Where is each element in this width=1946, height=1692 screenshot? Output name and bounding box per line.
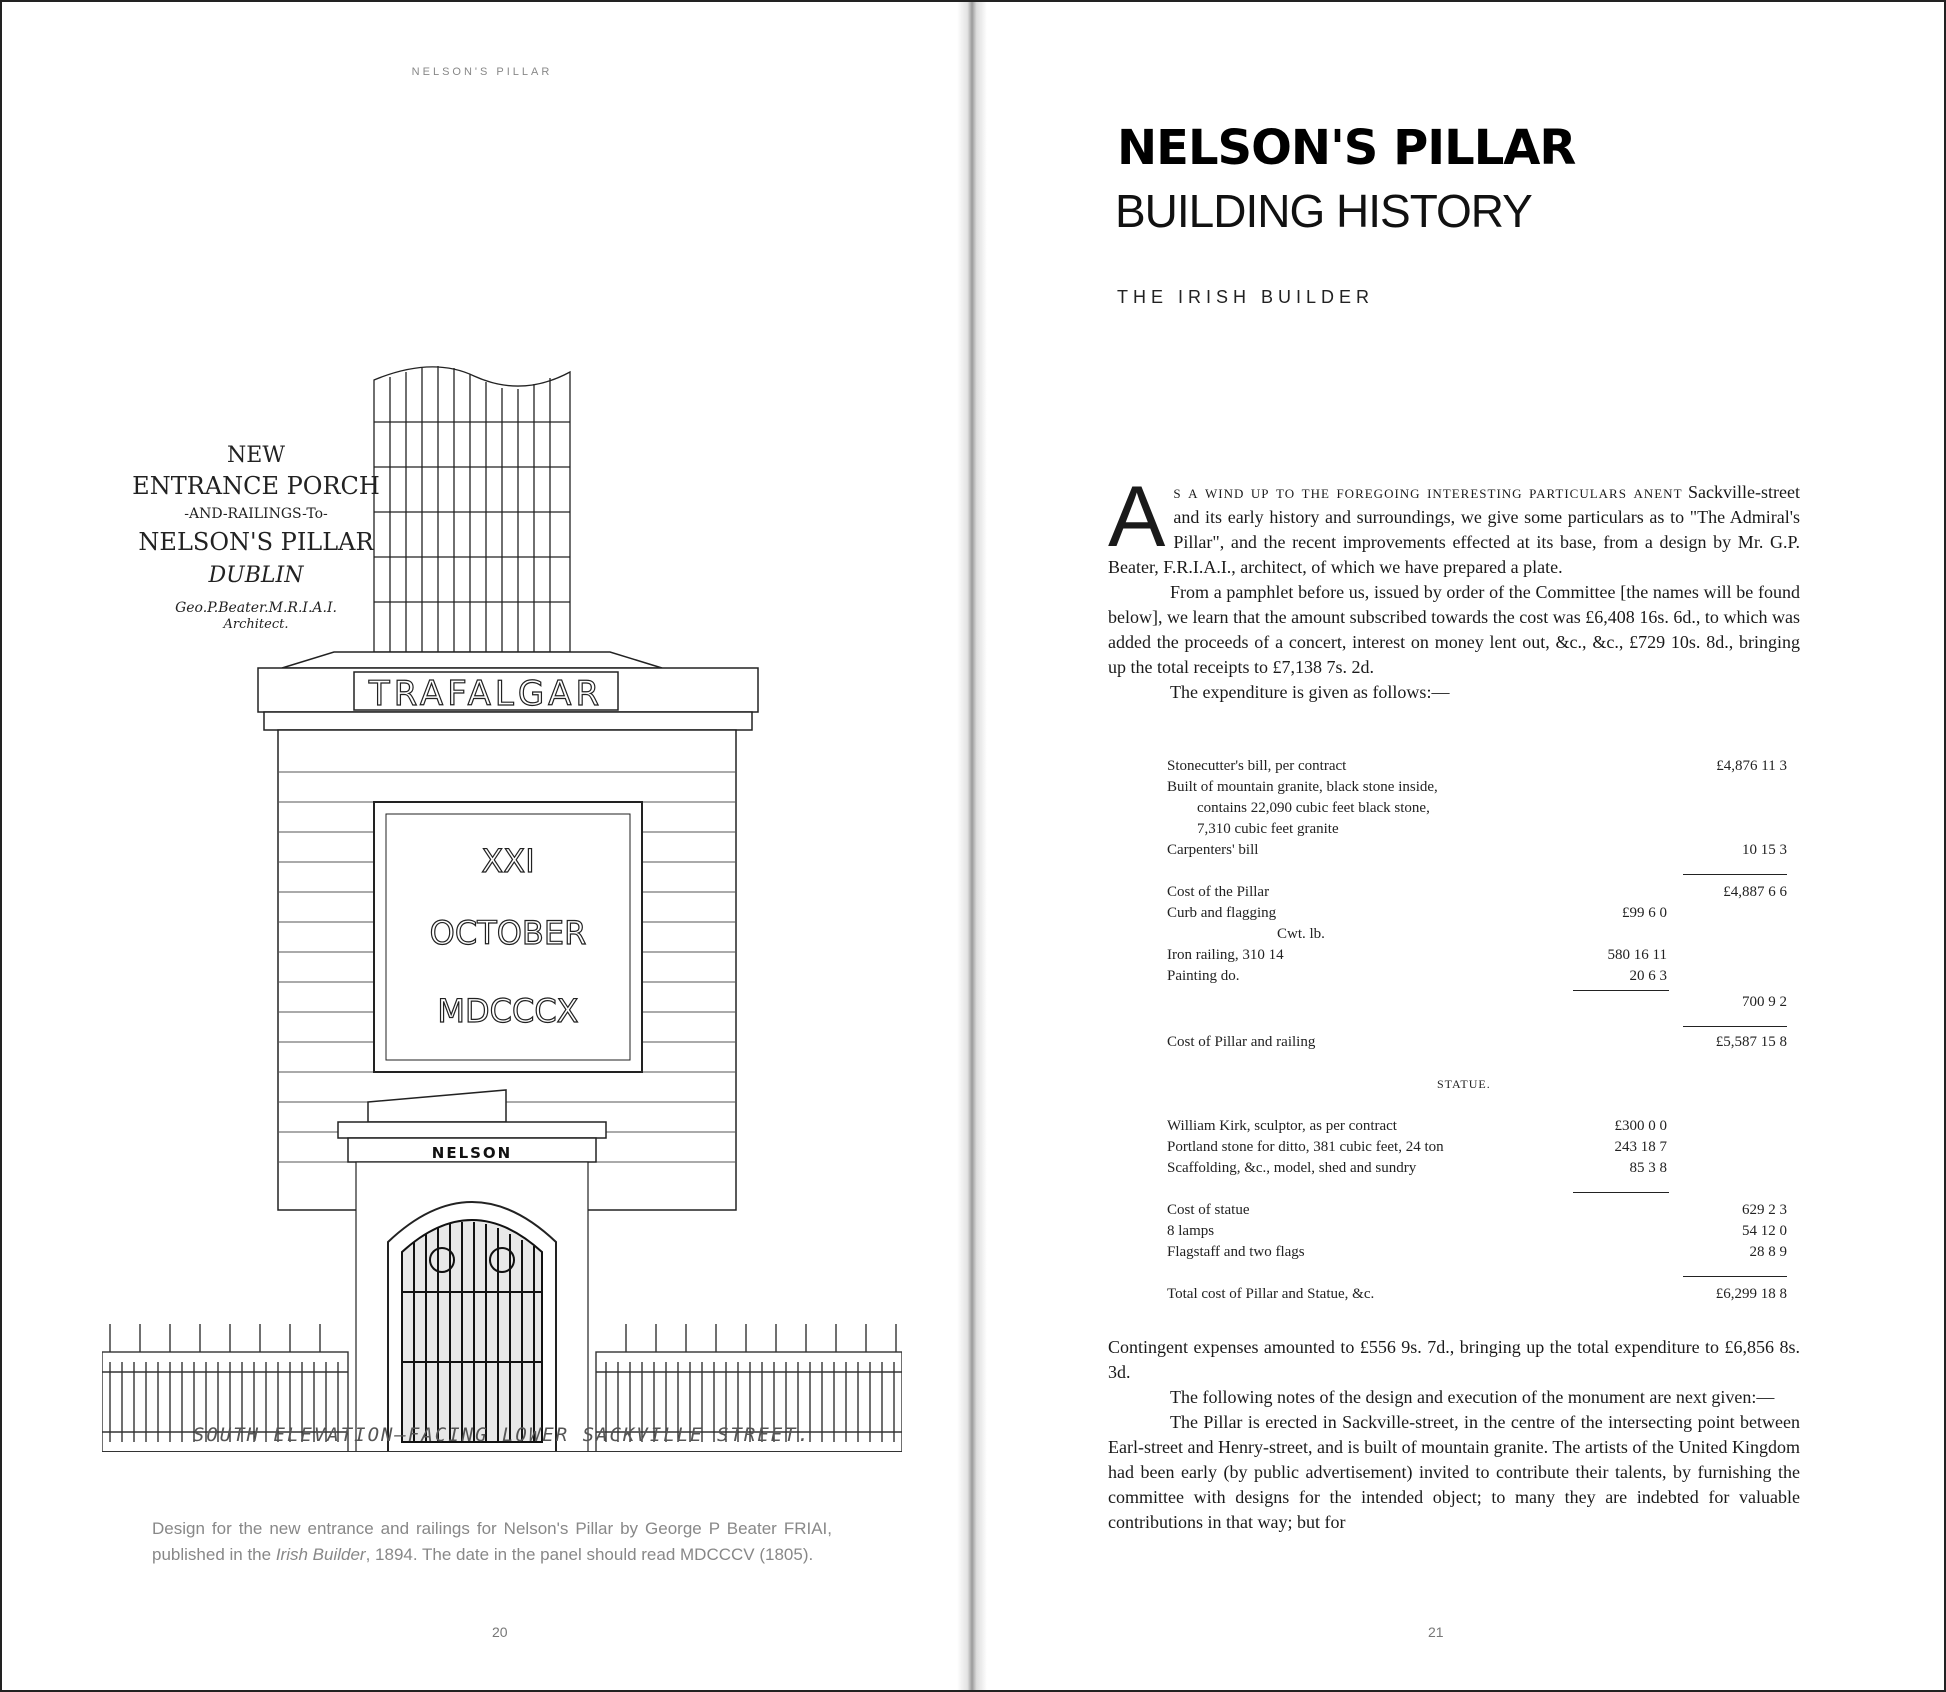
ledger-rule — [1683, 874, 1787, 875]
ledger-row: Scaffolding, &c., model, shed and sundry 85 3 8 — [1167, 1160, 1667, 1176]
ledger-row: Built of mountain granite, black stone inside, — [1167, 779, 1438, 795]
ledger-row: 8 lamps 54 12 0 — [1167, 1223, 1787, 1239]
caption-publication: Irish Builder — [275, 1545, 366, 1564]
panel-line-3: MDCCCX — [437, 992, 579, 1030]
ledger-row: Cwt. lb. — [1277, 926, 1325, 942]
paragraph-4: Contingent expenses amounted to £556 9s. 7d., bringing up the total expenditure to £6,856 8s. 3d. — [1108, 1337, 1800, 1382]
running-head: NELSON'S PILLAR — [411, 66, 553, 78]
ledger-row: Cost of Pillar and railing £5,587 15 8 — [1167, 1034, 1787, 1050]
ledger-row: Flagstaff and two flags 28 8 9 — [1167, 1244, 1787, 1260]
ledger-rule — [1683, 1276, 1787, 1277]
drawing-title-dublin: DUBLIN — [208, 563, 304, 588]
ledger-row: Cost of the Pillar £4,887 6 6 — [1167, 884, 1787, 900]
ledger-rule — [1573, 1192, 1669, 1193]
porch-label: NELSON — [431, 1144, 513, 1162]
ledger-row: Total cost of Pillar and Statue, &c. £6,299 18 8 — [1167, 1286, 1787, 1302]
continuation-text — [1108, 1335, 1800, 1535]
page-number-right: 21 — [1428, 1624, 1444, 1640]
column-shaft — [374, 366, 570, 652]
frieze-inscription: TRAFALGAR — [368, 674, 604, 714]
panel-line-2: OCTOBER — [429, 914, 587, 952]
paragraph-2: From a pamphlet before us, issued by order of the Committee [the names will be found below], we learn that the amount subscribed towards the cost was £6,408 16s. 6d., to which was added the proceeds of a concert, interest on money lent out, &c., &c., £729 10s. 8d., bringing up the total receipts to £7,138 7s. 2d. — [1108, 582, 1800, 677]
drawing-title-railings: -AND-RAILINGS-To- — [184, 506, 328, 522]
paragraph-6: The Pillar is erected in Sackville-street, in the centre of the intersecting point between Earl-street and Henry-street, and is built of mountain granite. The artists of the United Kingdom had been early (by public advertisement) invited to contribute their talents, by furnishing the committee with designs for the intended object; to many they are indebted for valuable contributions in that way; but for — [1108, 1412, 1800, 1532]
ledger-row: 700 9 2 — [1742, 994, 1787, 1010]
drawing-architect-name: Geo.P.Beater.M.R.I.A.I. — [175, 600, 337, 616]
ledger-row: STATUE. — [1437, 1077, 1491, 1091]
paragraph-1-text: Sackville-street and its early history and surroundings, we give some particulars as to "The Admiral's Pillar", and the recent improvements effected at its base, from a design by Mr. G.P. Beater, F.R.I.A.I., architect, of which we have prepared a plate. — [1108, 482, 1800, 577]
ledger-row: William Kirk, sculptor, as per contract £300 0 0 — [1167, 1118, 1667, 1134]
right-page — [984, 2, 1946, 1690]
intro-text — [1108, 469, 1800, 705]
paragraph-1 — [1108, 469, 1800, 580]
page-number-left: 20 — [492, 1624, 508, 1640]
section-heading: THE IRISH BUILDER — [1117, 287, 1375, 307]
ledger-row: 7,310 cubic feet granite — [1197, 821, 1339, 837]
ledger-row: Painting do. 20 6 3 — [1167, 968, 1667, 984]
pillar-elevation-drawing — [102, 362, 902, 1452]
paragraph-3: The expenditure is given as follows:— — [1170, 682, 1450, 702]
drawing-architect-role: Architect. — [223, 617, 289, 632]
ledger-row: contains 22,090 cubic feet black stone, — [1197, 800, 1430, 816]
left-page — [2, 2, 962, 1690]
paragraph-5: The following notes of the design and execution of the monument are next given:— — [1170, 1387, 1775, 1407]
drawing-title-new: NEW — [227, 443, 285, 468]
ledger-rule — [1683, 1026, 1787, 1027]
chapter-subtitle: BUILDING HISTORY — [1115, 185, 1532, 237]
panel-line-1: XXI — [481, 842, 535, 880]
ledger-row: Stonecutter's bill, per contract £4,876 11 3 — [1167, 758, 1787, 774]
ledger-rule — [1573, 990, 1669, 991]
drop-cap: A — [1108, 469, 1166, 565]
iron-gate — [402, 1220, 542, 1442]
ledger-row: Curb and flagging £99 6 0 — [1167, 905, 1667, 921]
figure-caption — [152, 1516, 832, 1568]
chapter-title: NELSON'S PILLAR — [1117, 120, 1576, 176]
paragraph-1-lead: s a wind up to the foregoing interesting particulars anent — [1173, 482, 1683, 502]
ledger-row: Portland stone for ditto, 381 cubic feet, 24 ton 243 18 7 — [1167, 1139, 1667, 1155]
ledger-row: Cost of statue 629 2 3 — [1167, 1202, 1787, 1218]
caption-text-post: , 1894. The date in the panel should read MDCCCV (1805). — [365, 1545, 814, 1564]
ledger-row: Iron railing, 310 14 580 16 11 — [1167, 947, 1667, 963]
elevation-caption: SOUTH ELEVATION—FACING LOWER SACKVILLE STREET. — [192, 1424, 812, 1446]
drawing-title-porch: ENTRANCE PORCH — [132, 472, 380, 500]
drawing-title-pillar: NELSON'S PILLAR — [138, 528, 374, 556]
ledger-row: Carpenters' bill 10 15 3 — [1167, 842, 1787, 858]
caption-text-pre: Design for the new entrance and railings for Nelson's Pillar by George P Beater FRIAI, published in the — [152, 1519, 832, 1564]
